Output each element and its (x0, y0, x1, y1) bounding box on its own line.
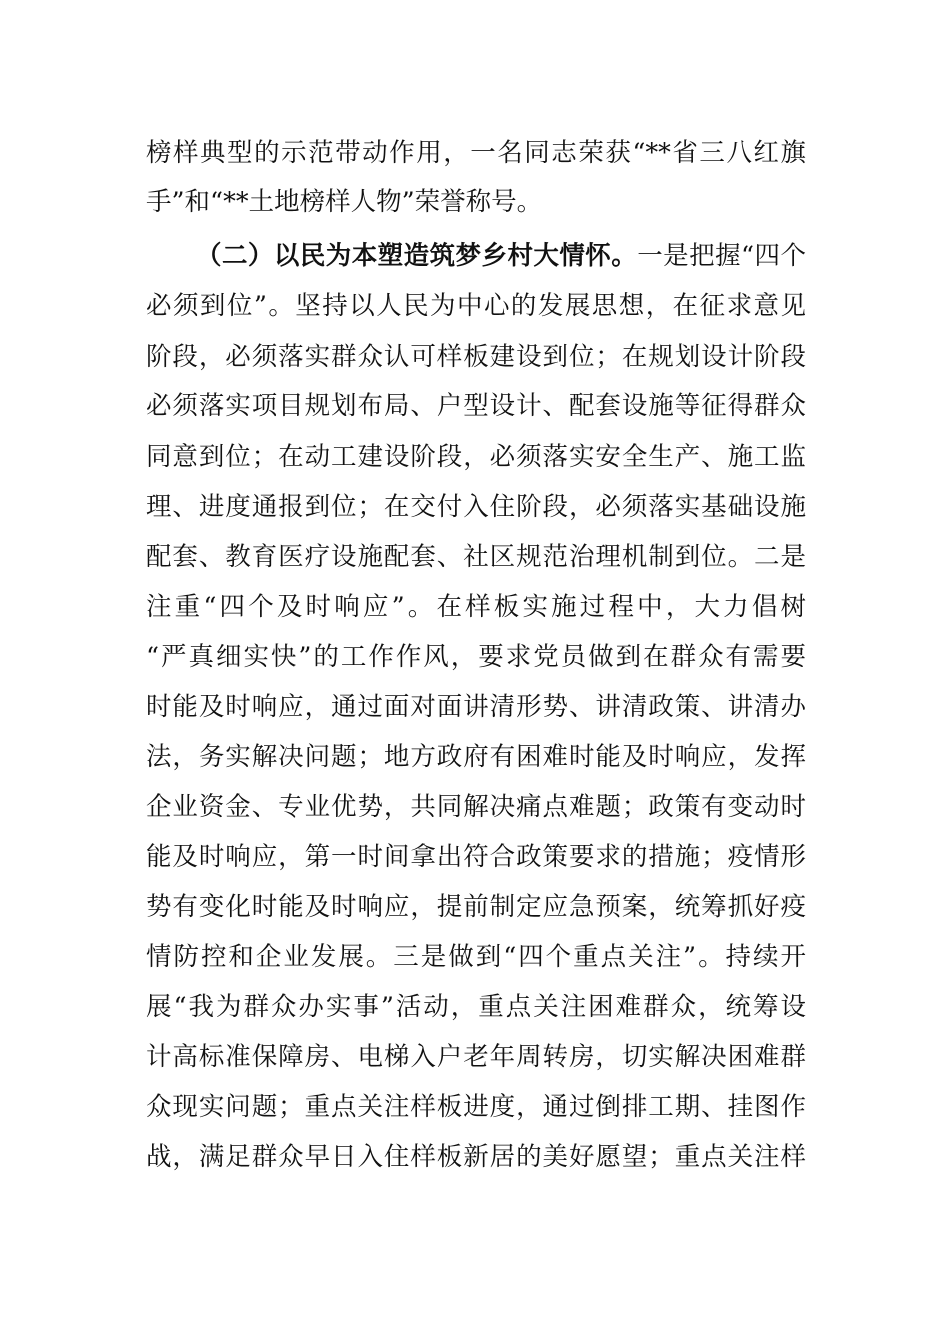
text-line-10: 注重“四个及时响应”。在样板实施过程中，大力倡树 (146, 592, 806, 622)
text-line-5: 阶段，必须落实群众认可样板建设到位；在规划设计阶段 (146, 342, 806, 372)
text-line-6: 必须落实项目规划布局、户型设计、配套设施等征得群众 (146, 391, 806, 421)
section-heading: （二）以民为本塑造筑梦乡村大情怀。 (196, 241, 638, 271)
text-line-2: 手”和“**土地榜样人物”荣誉称号。 (146, 187, 543, 217)
text-line-1: 榜样典型的示范带动作用，一名同志荣获“**省三八红旗 (146, 138, 806, 168)
section-paragraph-start (196, 238, 806, 274)
text-line-18: 展“我为群众办实事”活动，重点关注困难群众，统筹设 (146, 992, 806, 1022)
text-line-11: “严真细实快”的工作作风，要求党员做到在群众有需要 (146, 642, 806, 672)
text-line-4: 必须到位”。坚持以人民为中心的发展思想，在征求意见 (146, 291, 806, 321)
section-lead-text: 一是把握“四个 (637, 241, 806, 271)
text-line-9: 配套、教育医疗设施配套、社区规范治理机制到位。二是 (146, 542, 806, 572)
text-line-14: 企业资金、专业优势，共同解决痛点难题；政策有变动时 (146, 792, 806, 822)
text-line-19: 计高标准保障房、电梯入户老年周转房，切实解决困难群 (146, 1042, 806, 1072)
text-line-16: 势有变化时能及时响应，提前制定应急预案，统筹抓好疫 (146, 892, 806, 922)
text-line-8: 理、进度通报到位；在交付入住阶段，必须落实基础设施 (146, 492, 806, 522)
text-line-20: 众现实问题；重点关注样板进度，通过倒排工期、挂图作 (146, 1092, 806, 1122)
text-line-15: 能及时响应，第一时间拿出符合政策要求的措施；疫情形 (146, 842, 806, 872)
text-line-21: 战，满足群众早日入住样板新居的美好愿望；重点关注样 (146, 1142, 806, 1172)
text-line-12: 时能及时响应，通过面对面讲清形势、讲清政策、讲清办 (146, 692, 806, 722)
text-line-17: 情防控和企业发展。三是做到“四个重点关注”。持续开 (146, 942, 806, 972)
text-line-13: 法，务实解决问题；地方政府有困难时能及时响应，发挥 (146, 742, 806, 772)
text-line-7: 同意到位；在动工建设阶段，必须落实安全生产、施工监 (146, 442, 806, 472)
